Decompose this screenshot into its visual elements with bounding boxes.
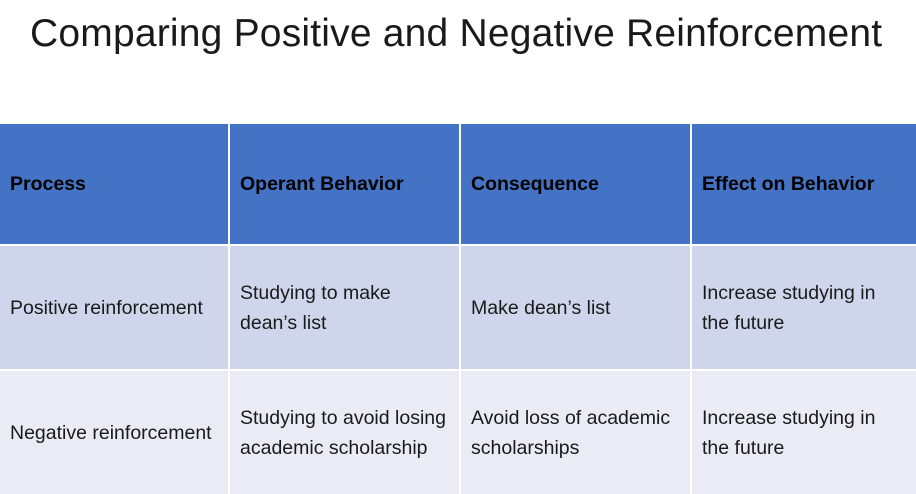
header-effect-on-behavior: Effect on Behavior [691, 124, 916, 245]
table-cell: Studying to avoid losing academic scholarship [229, 370, 460, 494]
table-row [0, 245, 916, 370]
header-consequence: Consequence [460, 124, 691, 245]
table-cell: Negative reinforcement [0, 370, 229, 494]
reinforcement-table [0, 124, 916, 494]
table-cell: Studying to make dean’s list [229, 245, 460, 370]
table-row [0, 370, 916, 494]
table-cell: Positive reinforcement [0, 245, 229, 370]
header-operant-behavior: Operant Behavior [229, 124, 460, 245]
table-cell: Increase studying in the future [691, 245, 916, 370]
slide-title: Comparing Positive and Negative Reinforcement [30, 12, 883, 55]
table-header-row [0, 124, 916, 245]
table-cell: Make dean’s list [460, 245, 691, 370]
table-cell: Avoid loss of academic scholarships [460, 370, 691, 494]
table-cell: Increase studying in the future [691, 370, 916, 494]
header-process: Process [0, 124, 229, 245]
